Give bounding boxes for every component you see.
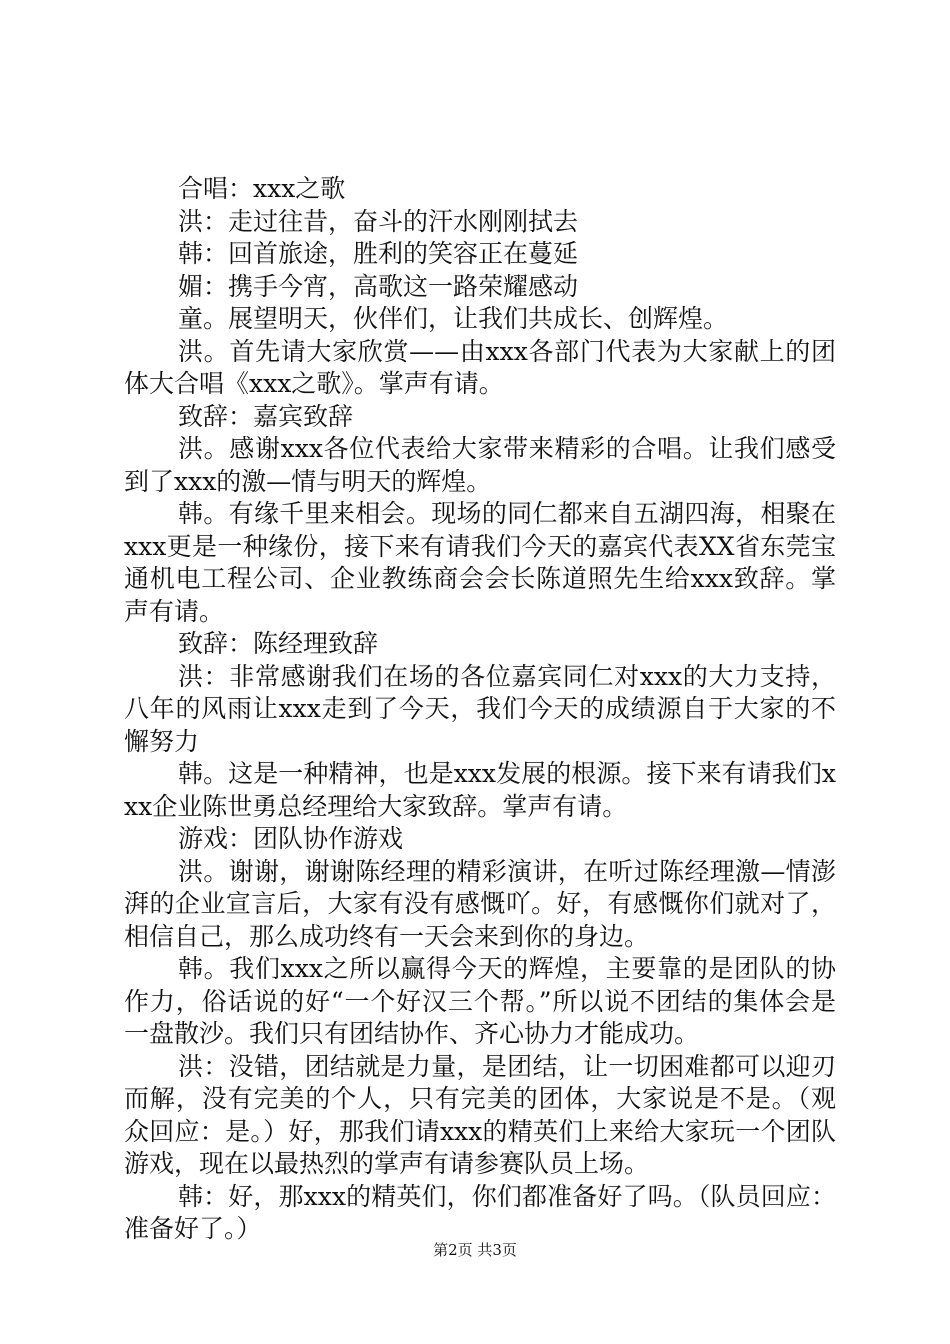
section-heading: 致辞：陈经理致辞 — [178, 629, 379, 658]
paragraph: 洪：走过往昔，奋斗的汗水刚刚拭去 — [178, 206, 579, 236]
paragraph: 洪：没错，团结就是力量，是团结，让一切困难都可以迎刃而解，没有完美的个人，只有完美的团体，大家说是不是。（观众回应：是。）好，那我们请xxx的精英们上来给大家玩一个团队游戏，现在以最热烈的掌声有请参赛队员上场。 — [124, 1051, 836, 1178]
paragraph: 合唱：xxx之歌 — [178, 174, 346, 203]
section-heading: 致辞：嘉宾致辞 — [178, 401, 354, 431]
paragraph: 韩。有缘千里来相会。现场的同仁都来自五湖四海，相聚在xxx更是一种缘份，接下来有请我们今天的嘉宾代表XX省东莞宝通机电工程公司、企业教练商会会长陈道照先生给xxx致辞。掌声有请。 — [124, 499, 836, 626]
page-footer: 第2页 共3页 — [433, 1241, 517, 1259]
paragraph: 韩。这是一种精神，也是xxx发展的根源。接下来有请我们xxx企业陈世勇总经理给大家致辞。掌声有请。 — [124, 759, 836, 821]
paragraph: 媚：携手今宵，高歌这一路荣耀感动 — [178, 271, 579, 301]
section-heading: 游戏：团队协作游戏 — [178, 824, 404, 853]
paragraph: 洪。感谢xxx各位代表给大家带来精彩的合唱。让我们感受到了xxx的激—情与明天的辉煌。 — [124, 434, 836, 496]
paragraph: 洪。谢谢，谢谢陈经理的精彩演讲，在听过陈经理激—情澎湃的企业宣言后，大家有没有感慨吖。好，有感慨你们就对了，相信自己，那么成功终有一天会来到你的身边。 — [124, 856, 836, 951]
paragraph: 韩：回首旅途，胜利的笑容正在蔓延 — [178, 239, 579, 268]
document-body — [124, 173, 836, 1246]
paragraph: 童。展望明天，伙伴们，让我们共成长、创辉煌。 — [178, 304, 729, 333]
paragraph: 韩：好，那xxx的精英们，你们都准备好了吗。（队员回应：准备好了。） — [124, 1181, 836, 1243]
paragraph: 洪。首先请大家欣赏——由xxx各部门代表为大家献上的团体大合唱《xxx之歌》。掌声有请。 — [124, 336, 836, 398]
paragraph: 韩。我们xxx之所以赢得今天的辉煌，主要靠的是团队的协作力，俗话说的好“一个好汉三个帮。”所以说不团结的集体会是一盘散沙。我们只有团结协作、齐心协力才能成功。 — [124, 954, 836, 1048]
paragraph: 洪：非常感谢我们在场的各位嘉宾同仁对xxx的大力支持，八年的风雨让xxx走到了今天，我们今天的成绩源自于大家的不懈努力 — [124, 661, 836, 756]
